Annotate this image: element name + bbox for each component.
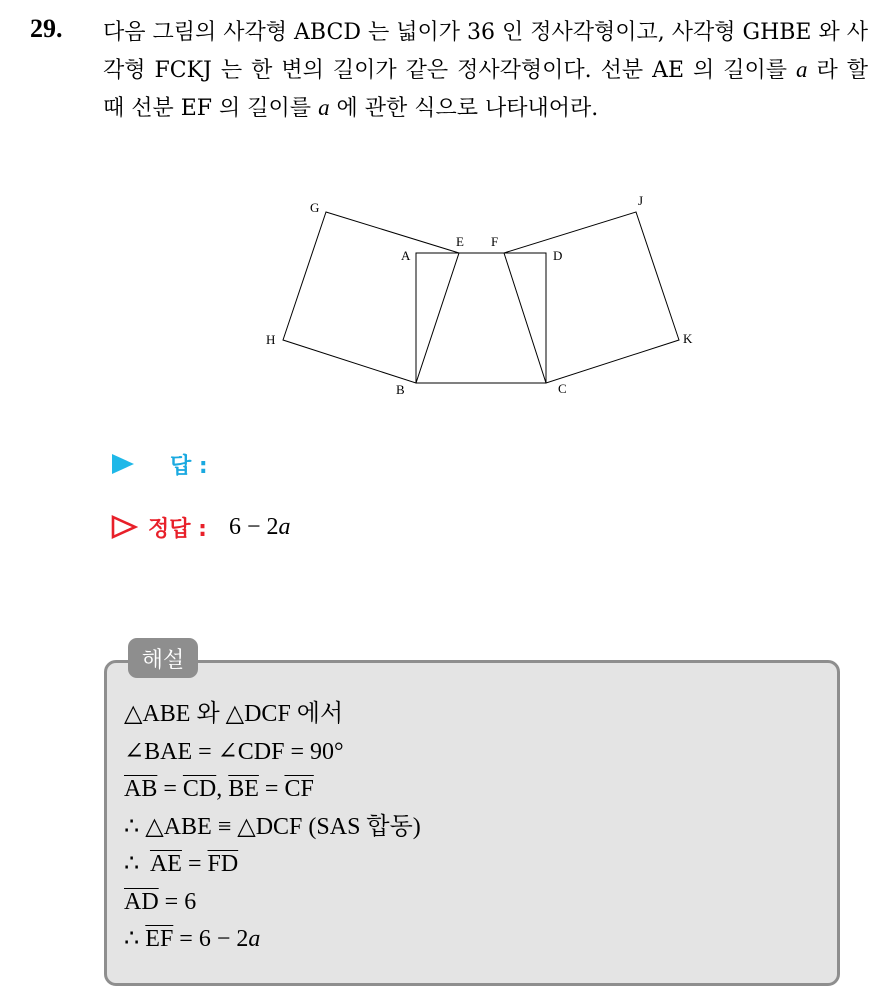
equals-sign: = [181,851,208,877]
label-c: C [558,381,567,396]
label-e: E [456,234,464,249]
variable-a: a [318,95,330,120]
variable-a: a [796,57,808,82]
segment-ef: $\overline{EF}$ [145,926,174,952]
correct-answer-value [229,514,291,541]
equals-sign: = [157,776,183,802]
label-h: H [266,332,276,347]
square-fckj [504,212,679,383]
explanation-line-7 [124,921,421,959]
answer-label: 답 : [170,453,208,479]
line-text: ∠BAE = ∠CDF = 90° [124,738,344,765]
segment-be: $\overline{BE}$ [228,776,259,802]
explanation-line-4 [124,809,421,847]
outline-triangle-marker-icon [110,514,138,540]
explanation-line-6 [124,884,421,922]
line-text: △ABE 와 △DCF 에서 [124,701,344,727]
segment-fd: $\overline{FD}$ [207,851,239,877]
segment-ae: $\overline{AE}$ [149,851,182,877]
explanation-line-5 [124,846,421,884]
line-text: = 6 − 2 [173,926,249,952]
correct-answer-row [110,512,291,542]
square-ghbe [283,212,459,383]
answer-row [110,449,208,479]
geometry-figure [250,185,710,405]
therefore-sign: ∴ [124,926,146,952]
label-b: B [396,382,405,397]
explanation-tag: 해설 [128,638,198,678]
explanation-line-2 [124,734,421,772]
square-abcd [416,253,546,383]
label-j: J [638,193,644,208]
segment-ab: $\overline{AB}$ [124,776,158,802]
therefore-sign: ∴ [124,851,150,877]
segment-cf: $\overline{CF}$ [284,776,314,802]
answer-value-text: 6 − 2 [228,513,279,540]
label-f: F [491,234,499,249]
question-text-part-1: 다음 그림의 사각형 ABCD 는 넓이가 36 인 정사각형이고, 사각형 GHBE 와 사각형 FCKJ 는 한 변의 길이가 같은 정사각형이다. 선분 AE 의 길이를 [103,20,868,83]
segment-cd: $\overline{CD}$ [182,776,217,802]
line-text: ∴ △ABE ≡ △DCF (SAS 합동) [124,813,421,840]
correct-answer-label: 정답 : [148,516,207,542]
label-d: D [553,248,563,263]
play-marker-icon [110,452,136,476]
line-text: = 6 [158,888,197,915]
variable-a: a [248,926,261,952]
explanation-content [124,696,421,959]
question-text [103,14,868,127]
segment-ad: $\overline{AD}$ [124,888,159,915]
question-text-part-2: 라 할 때 선분 EF 의 길이를 [103,58,868,121]
equals-sign: = [258,776,285,802]
question-number: 29. [30,14,63,43]
variable-a: a [278,513,291,540]
label-k: K [683,331,693,346]
label-a: A [401,248,411,263]
comma: , [216,776,229,802]
question-text-part-3: 에 관한 식으로 나타내어라. [329,96,599,121]
explanation-line-1 [124,696,421,734]
explanation-line-3 [124,771,421,809]
label-g: G [310,200,320,215]
